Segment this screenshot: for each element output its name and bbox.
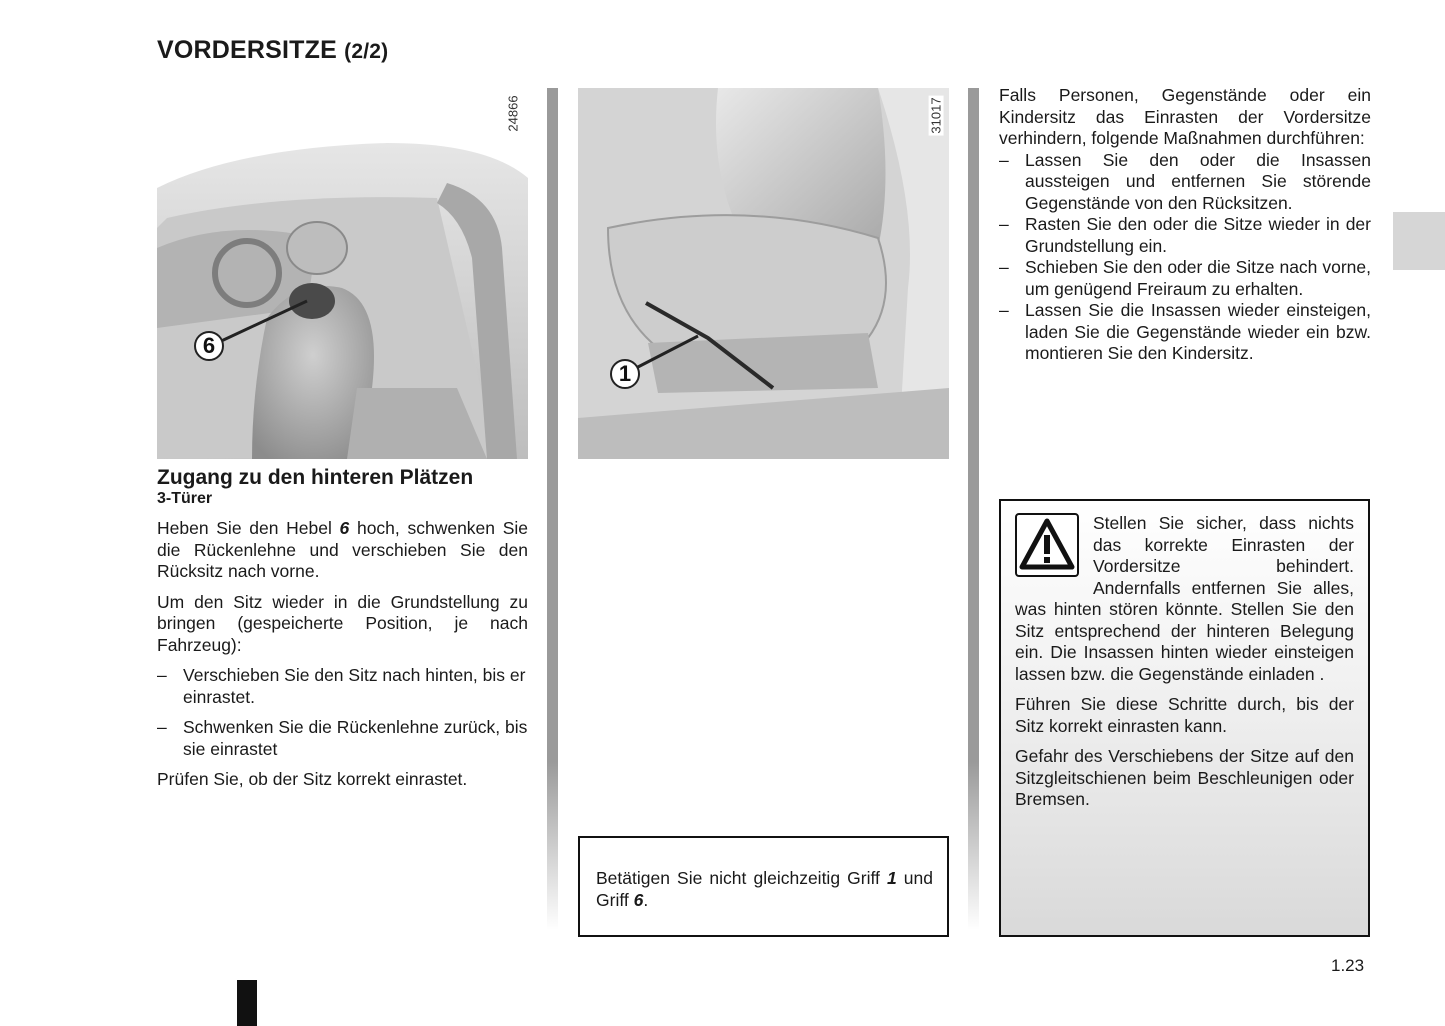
column-separator-right (968, 88, 979, 930)
list-item: – Lassen Sie den oder die Insassen aussteigen und entfernen Sie störende Gegenstände von den Rücksitzen. (999, 150, 1371, 215)
paragraph-3: Prüfen Sie, ob der Sitz korrekt einrastet. (157, 769, 468, 789)
right-column (999, 85, 1371, 365)
list-item: – Rasten Sie den oder die Sitze wieder in der Grundstellung ein. (999, 214, 1371, 257)
left-column (157, 466, 528, 791)
column-separator-left (547, 88, 558, 930)
list-item: – Schieben Sie den oder die Sitze nach vorne, um genügend Freiraum zu erhalten. (999, 257, 1371, 300)
note-box (578, 836, 949, 937)
warning-content (1015, 513, 1354, 811)
warning-paragraph-1: Stellen Sie sicher, dass nichts das korrekte Einrasten der Vordersitze behindert. Andernfalls entfernen Sie alles, was hinten stören könnte. Stellen Sie den Sitz entsprechend der hinteren Belegung ein. Die Insassen hinten wieder einsteigen lassen bzw. die Gegenstände einladen . (1015, 513, 1354, 684)
right-intro: Falls Personen, Gegenstände oder ein Kindersitz das Einrasten der Vordersitze verhindern, folgende Maßnahmen durchführen: (999, 85, 1371, 148)
warning-paragraph-3: Gefahr des Verschiebens der Sitze auf den Sitzgleitschienen beim Beschleunigen oder Bremsen. (1015, 746, 1354, 809)
figure-code: 24866 (505, 95, 521, 132)
page-title-suffix: (2/2) (344, 40, 389, 63)
callout-6: 6 (194, 331, 224, 361)
chapter-tab (1393, 212, 1445, 270)
figure-front-seat-door (157, 88, 528, 459)
warning-box (999, 499, 1370, 937)
page-title: VORDERSITZE (2/2) (157, 36, 389, 64)
list-item: – Verschieben Sie den Sitz nach hinten, bis er einrastet. (157, 665, 528, 708)
paragraph-2: Um den Sitz wieder in die Grundstellung zu bringen (gespeicherte Position, je nach Fahrzeug): (157, 591, 528, 655)
seat-illustration (578, 88, 949, 459)
section-heading: Zugang zu den hinteren Plätzen (157, 466, 474, 489)
print-mark (237, 980, 257, 1026)
list-item: – Schwenken Sie die Rückenlehne zurück, bis sie einrastet (157, 717, 528, 760)
ref-1: 1 (886, 868, 897, 888)
figure-seat-handle (578, 88, 949, 459)
ref-6: 6 (633, 889, 644, 910)
note-text: Betätigen Sie nicht gleichzeitig Griff 1 und Griff 6. (596, 868, 933, 910)
callout-1: 1 (610, 359, 640, 389)
ref-6: 6 (339, 518, 350, 538)
page-number: 1.23 (1331, 956, 1365, 975)
list-item: – Lassen Sie die Insassen wieder einsteigen, laden Sie die Gegenstände wieder ein bzw. montieren Sie den Kindersitz. (999, 300, 1371, 365)
figure-code: 31017 (928, 97, 944, 134)
paragraph-1: Heben Sie den Hebel 6 hoch, schwenken Sie die Rückenlehne und verschieben Sie den Rücksitz nach vorne. (157, 518, 528, 581)
car-door-illustration (157, 88, 528, 459)
section-subheading: 3-Türer (157, 490, 213, 507)
warning-paragraph-2: Führen Sie diese Schritte durch, bis der Sitz korrekt einrasten kann. (1015, 694, 1354, 736)
